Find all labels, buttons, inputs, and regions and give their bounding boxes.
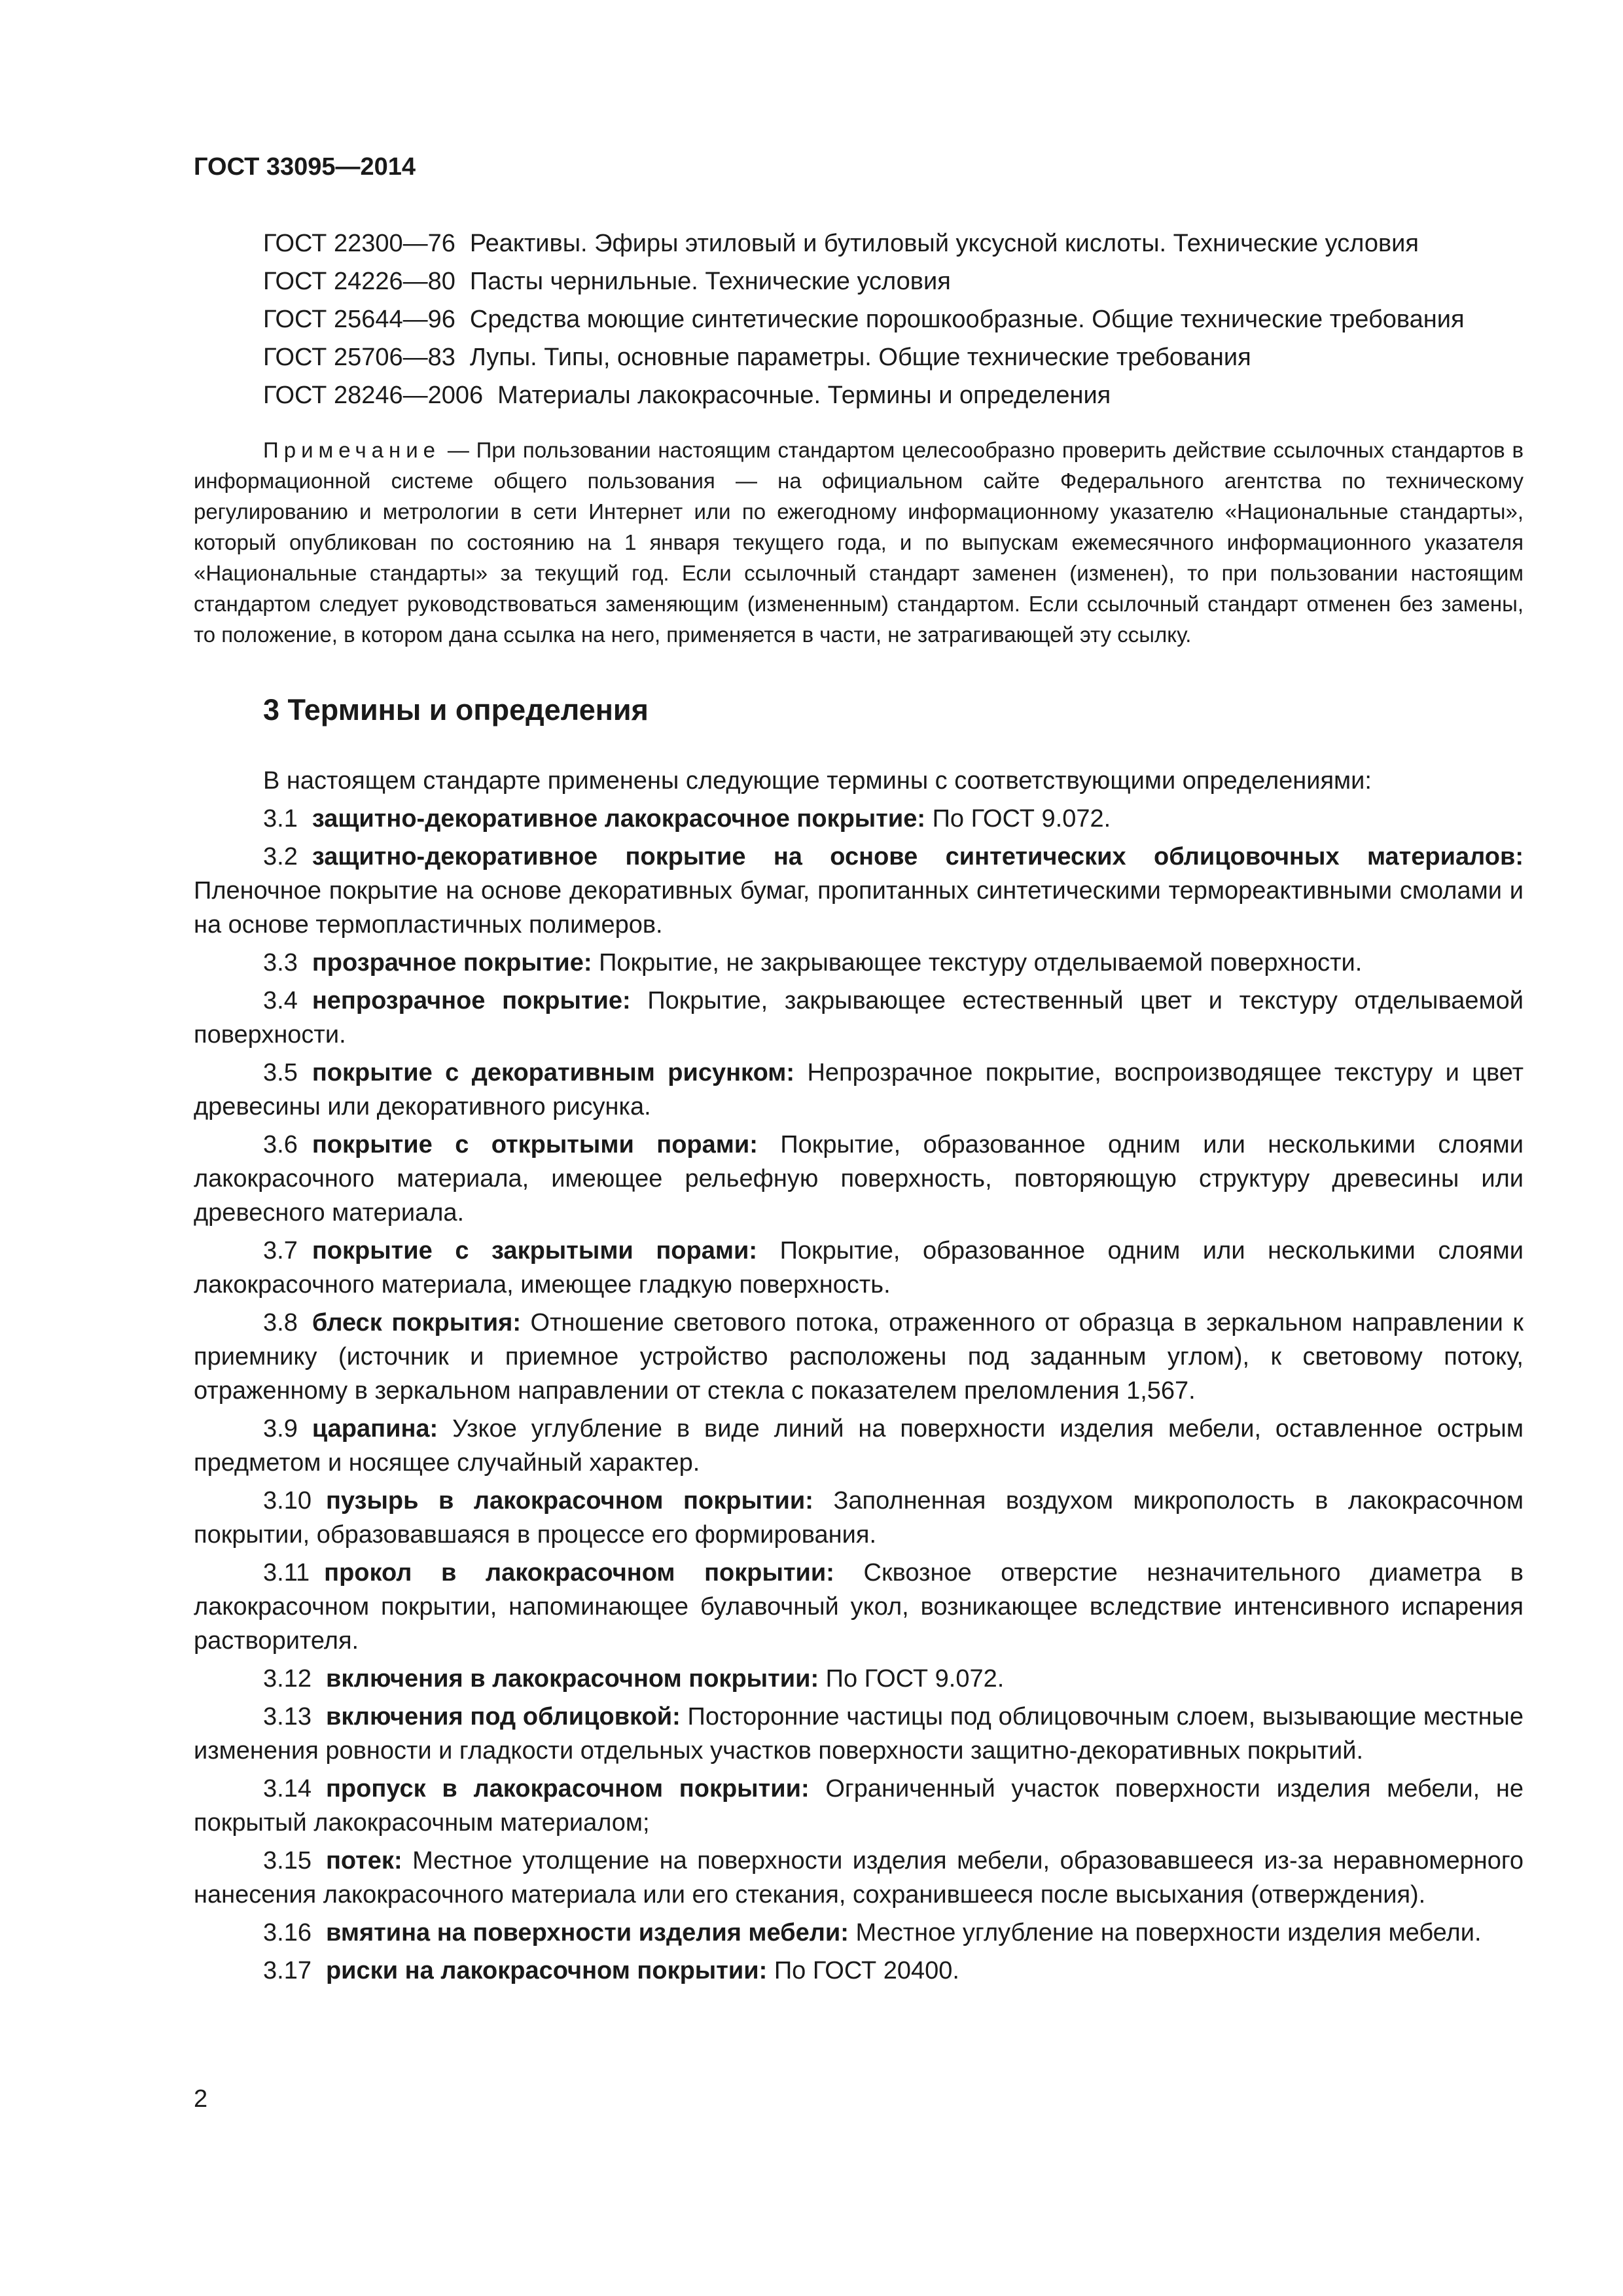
term-entry (194, 1412, 1524, 1480)
term-entry (194, 1556, 1524, 1658)
terms-list (194, 802, 1524, 1988)
reference-code: ГОСТ 22300—76 (263, 230, 455, 257)
section-title: 3 Термины и определения (263, 693, 649, 726)
term-definition: По ГОСТ 9.072. (825, 1665, 1005, 1693)
reference-text: Материалы лакокрасочные. Термины и определения (497, 382, 1111, 409)
reference-item (194, 378, 1524, 412)
term-number: 3.1 (263, 805, 298, 833)
reference-code: ГОСТ 24226—80 (263, 268, 455, 295)
term-name: прозрачное покрытие: (312, 949, 592, 977)
term-definition: Ограниченный участок поверхности изделия мебели, не покрытый лакокрасочным материалом; (194, 1775, 1524, 1837)
term-entry (194, 1056, 1524, 1124)
references-list (194, 226, 1524, 412)
term-entry (194, 1772, 1524, 1840)
term-definition: Покрытие, образованное одним или несколькими слоями лакокрасочного материала, имеющее рельефную поверхность, повторяющую структуру древесины или древесного материала. (194, 1131, 1524, 1227)
term-name: покрытие с открытыми порами: (312, 1131, 758, 1158)
term-entry (194, 946, 1524, 980)
document-header: ГОСТ 33095—2014 (194, 153, 416, 181)
term-entry (194, 802, 1524, 836)
term-number: 3.12 (263, 1665, 312, 1693)
term-entry (194, 1954, 1524, 1988)
term-definition: Посторонние частицы под облицовочным слоем, вызывающие местные изменения ровности и гладкости отдельных участков поверхности защитно-декоративных покрытий. (194, 1703, 1524, 1765)
term-entry (194, 1662, 1524, 1696)
term-name: покрытие с закрытыми порами: (312, 1237, 757, 1265)
term-name: пузырь в лакокрасочном покрытии: (325, 1487, 813, 1515)
term-definition: Местное углубление на поверхности изделия мебели. (855, 1919, 1482, 1946)
note-label: Примечание (263, 438, 441, 462)
note-paragraph (194, 435, 1524, 650)
term-definition: По ГОСТ 9.072. (932, 805, 1111, 833)
reference-text: Реактивы. Эфиры этиловый и бутиловый уксусной кислоты. Технические условия (469, 230, 1419, 257)
term-number: 3.16 (263, 1919, 312, 1946)
term-name: непрозрачное покрытие: (312, 987, 631, 1014)
section-intro: В настоящем стандарте применены следующие термины с соответствующими определениями: (263, 767, 1372, 795)
term-definition: Отношение светового потока, отраженного от образца в зеркальном направлении к приемнику (источник и приемное устройство расположены под заданным углом), к световому потоку, отраженному в зеркальном направлении от стекла с показателем преломления 1,567. (194, 1309, 1524, 1405)
term-number: 3.2 (263, 843, 298, 870)
term-entry (194, 1844, 1524, 1912)
term-entry (194, 1700, 1524, 1768)
term-entry (194, 1306, 1524, 1408)
term-definition: Покрытие, образованное одним или несколькими слоями лакокрасочного материала, имеющее гладкую поверхность. (194, 1237, 1524, 1299)
reference-item (194, 302, 1524, 336)
reference-code: ГОСТ 28246—2006 (263, 382, 484, 409)
term-number: 3.5 (263, 1059, 298, 1086)
term-definition: Покрытие, закрывающее естественный цвет и текстуру отделываемой поверхности. (194, 987, 1524, 1049)
reference-code: ГОСТ 25706—83 (263, 344, 455, 371)
term-entry (194, 840, 1524, 942)
term-number: 3.4 (263, 987, 298, 1014)
term-entry (194, 1484, 1524, 1552)
term-name: покрытие с декоративным рисунком: (312, 1059, 795, 1086)
term-number: 3.7 (263, 1237, 298, 1265)
reference-text: Средства моющие синтетические порошкообразные. Общие технические требования (469, 306, 1465, 333)
term-number: 3.15 (263, 1847, 312, 1874)
term-number: 3.11 (263, 1559, 310, 1587)
term-name: потек: (325, 1847, 402, 1874)
term-name: включения в лакокрасочном покрытии: (325, 1665, 819, 1693)
reference-text: Лупы. Типы, основные параметры. Общие технические требования (469, 344, 1251, 371)
term-name: защитно-декоративное покрытие на основе синтетических облицовочных материалов: (312, 843, 1524, 870)
reference-text: Пасты чернильные. Технические условия (469, 268, 951, 295)
term-definition: Местное утолщение на поверхности изделия мебели, образовавшееся из-за неравномерного нанесения лакокрасочного материала или его стекания, сохранившееся после высыхания (отверждения). (194, 1847, 1524, 1909)
term-name: блеск покрытия: (312, 1309, 521, 1336)
term-number: 3.3 (263, 949, 298, 977)
term-number: 3.9 (263, 1415, 298, 1443)
term-number: 3.10 (263, 1487, 312, 1515)
term-definition: По ГОСТ 20400. (774, 1957, 959, 1984)
term-name: включения под облицовкой: (325, 1703, 681, 1731)
document-page (194, 151, 1524, 1992)
term-definition: Узкое углубление в виде линий на поверхности изделия мебели, оставленное острым предметом и носящее случайный характер. (194, 1415, 1524, 1477)
term-entry (194, 984, 1524, 1052)
page-number: 2 (194, 2085, 208, 2113)
reference-code: ГОСТ 25644—96 (263, 306, 455, 333)
term-definition: Покрытие, не закрывающее текстуру отделываемой поверхности. (599, 949, 1363, 977)
term-definition: Сквозное отверстие незначительного диаметра в лакокрасочном покрытии, напоминающее булавочный укол, возникающее вследствие интенсивного испарения растворителя. (194, 1559, 1524, 1655)
term-number: 3.14 (263, 1775, 312, 1803)
term-name: защитно-декоративное лакокрасочное покрытие: (312, 805, 926, 833)
term-number: 3.6 (263, 1131, 298, 1158)
term-name: пропуск в лакокрасочном покрытии: (325, 1775, 810, 1803)
term-name: риски на лакокрасочном покрытии: (325, 1957, 768, 1984)
note-text: — При пользовании настоящим стандартом целесообразно проверить действие ссылочных стандартов в информационной системе общего пользования — на официальном сайте Федерального агентства по техническому регулированию и метрологии в сети Интернет или по ежегодному информационному указателю «Национальные стандарты», который опубликован по состоянию на 1 января текущего года, и по выпускам ежемесячного информационного указателя «Национальные стандарты» за текущий год. Если ссылочный стандарт заменен (изменен), то при пользовании настоящим стандартом следует руководствоваться заменяющим (измененным) стандартом. Если ссылочный стандарт отменен без замены, то положение, в котором дана ссылка на него, применяется в части, не затрагивающей эту ссылку. (194, 438, 1524, 647)
reference-item (194, 264, 1524, 298)
term-name: вмятина на поверхности изделия мебели: (325, 1919, 849, 1946)
term-name: царапина: (312, 1415, 438, 1443)
term-entry (194, 1916, 1524, 1950)
term-number: 3.17 (263, 1957, 312, 1984)
term-definition: Непрозрачное покрытие, воспроизводящее текстуру и цвет древесины или декоративного рисунка. (194, 1059, 1524, 1121)
term-number: 3.13 (263, 1703, 312, 1731)
term-definition: Заполненная воздухом микрополость в лакокрасочном покрытии, образовавшаяся в процессе его формирования. (194, 1487, 1524, 1549)
term-entry (194, 1128, 1524, 1230)
reference-item (194, 340, 1524, 374)
term-entry (194, 1234, 1524, 1302)
term-number: 3.8 (263, 1309, 298, 1336)
term-name: прокол в лакокрасочном покрытии: (324, 1559, 834, 1587)
reference-item (194, 226, 1524, 260)
term-definition: Пленочное покрытие на основе декоративных бумаг, пропитанных синтетическими термореактивными смолами и на основе термопластичных полимеров. (194, 877, 1524, 939)
